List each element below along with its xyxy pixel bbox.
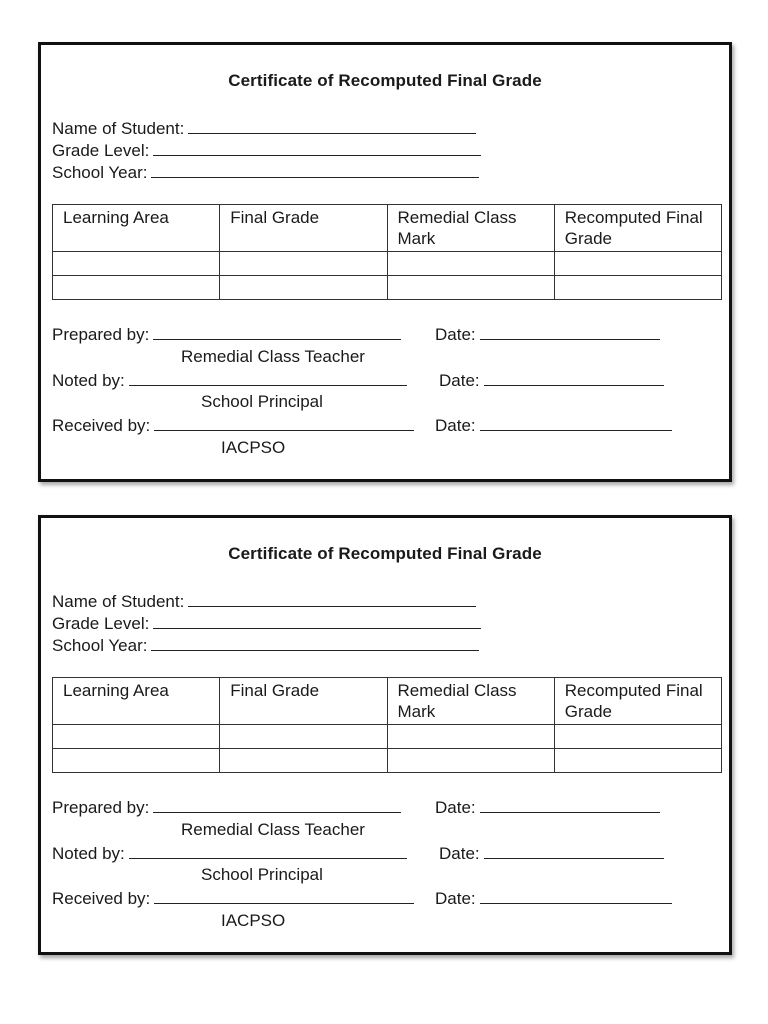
school-year-field xyxy=(52,635,479,656)
received-by-label: Received by: xyxy=(52,416,151,435)
prepared-date-blank[interactable] xyxy=(480,797,660,813)
table-row xyxy=(53,725,722,749)
prepared-by-label: Prepared by: xyxy=(52,798,150,817)
prepared-by-field xyxy=(52,797,401,818)
noted-date-field xyxy=(439,370,664,391)
school-year-label: School Year: xyxy=(52,163,148,182)
noted-by-label: Noted by: xyxy=(52,371,125,390)
prepared-by-field xyxy=(52,324,401,345)
grades-table xyxy=(52,204,722,300)
certificate-card xyxy=(38,42,732,482)
student-name-blank[interactable] xyxy=(188,591,476,607)
date-label: Date: xyxy=(435,325,476,344)
grade-level-blank[interactable] xyxy=(153,613,481,629)
student-name-blank[interactable] xyxy=(188,118,476,134)
header-final-grade: Final Grade xyxy=(220,205,387,252)
prepared-by-blank[interactable] xyxy=(153,797,401,813)
date-label: Date: xyxy=(435,798,476,817)
received-date-field xyxy=(435,415,672,436)
certificate-title: Certificate of Recomputed Final Grade xyxy=(228,544,542,563)
noted-by-field xyxy=(52,370,407,391)
header-remedial-class-mark: Remedial Class Mark xyxy=(387,678,554,725)
table-cell[interactable] xyxy=(220,725,387,749)
date-label: Date: xyxy=(439,844,480,863)
grade-level-label: Grade Level: xyxy=(52,614,150,633)
table-cell[interactable] xyxy=(554,276,721,300)
date-label: Date: xyxy=(435,889,476,908)
header-learning-area: Learning Area xyxy=(53,678,220,725)
table-row xyxy=(53,276,722,300)
received-date-blank[interactable] xyxy=(480,415,672,431)
header-remedial-class-mark: Remedial Class Mark xyxy=(387,205,554,252)
noted-by-label: Noted by: xyxy=(52,844,125,863)
date-label: Date: xyxy=(435,416,476,435)
school-year-blank[interactable] xyxy=(151,162,479,178)
table-cell[interactable] xyxy=(554,725,721,749)
grades-table xyxy=(52,677,722,773)
prepared-by-label: Prepared by: xyxy=(52,325,150,344)
noted-by-field xyxy=(52,843,407,864)
table-cell[interactable] xyxy=(387,276,554,300)
received-by-field xyxy=(52,888,414,909)
table-cell[interactable] xyxy=(554,749,721,773)
table-cell[interactable] xyxy=(220,252,387,276)
grade-level-field xyxy=(52,613,481,634)
school-year-blank[interactable] xyxy=(151,635,479,651)
school-year-label: School Year: xyxy=(52,636,148,655)
prepared-by-blank[interactable] xyxy=(153,324,401,340)
received-date-blank[interactable] xyxy=(480,888,672,904)
certificate-card xyxy=(38,515,732,955)
header-learning-area: Learning Area xyxy=(53,205,220,252)
table-row xyxy=(53,252,722,276)
iacpso-caption: IACPSO xyxy=(221,438,286,457)
prepared-date-blank[interactable] xyxy=(480,324,660,340)
principal-caption: School Principal xyxy=(201,392,323,411)
date-label: Date: xyxy=(439,371,480,390)
table-cell[interactable] xyxy=(53,252,220,276)
received-date-field xyxy=(435,888,672,909)
noted-date-field xyxy=(439,843,664,864)
table-cell[interactable] xyxy=(53,749,220,773)
noted-by-blank[interactable] xyxy=(129,843,407,859)
remedial-teacher-caption: Remedial Class Teacher xyxy=(181,347,365,366)
grade-level-field xyxy=(52,140,481,161)
table-cell[interactable] xyxy=(387,749,554,773)
student-name-label: Name of Student: xyxy=(52,592,185,611)
grade-level-label: Grade Level: xyxy=(52,141,150,160)
noted-date-blank[interactable] xyxy=(484,370,664,386)
header-recomputed-final-grade: Recomputed Final Grade xyxy=(554,205,721,252)
header-final-grade: Final Grade xyxy=(220,678,387,725)
certificate-title: Certificate of Recomputed Final Grade xyxy=(228,71,542,90)
remedial-teacher-caption: Remedial Class Teacher xyxy=(181,820,365,839)
received-by-field xyxy=(52,415,414,436)
received-by-blank[interactable] xyxy=(154,888,414,904)
table-header-row xyxy=(53,678,722,725)
table-cell[interactable] xyxy=(220,749,387,773)
table-header-row xyxy=(53,205,722,252)
received-by-label: Received by: xyxy=(52,889,151,908)
iacpso-caption: IACPSO xyxy=(221,911,286,930)
header-recomputed-final-grade: Recomputed Final Grade xyxy=(554,678,721,725)
received-by-blank[interactable] xyxy=(154,415,414,431)
noted-by-blank[interactable] xyxy=(129,370,407,386)
student-name-label: Name of Student: xyxy=(52,119,185,138)
prepared-date-field xyxy=(435,797,660,818)
table-cell[interactable] xyxy=(554,252,721,276)
student-name-field xyxy=(52,118,476,139)
table-row xyxy=(53,749,722,773)
table-cell[interactable] xyxy=(220,276,387,300)
principal-caption: School Principal xyxy=(201,865,323,884)
prepared-date-field xyxy=(435,324,660,345)
student-name-field xyxy=(52,591,476,612)
table-cell[interactable] xyxy=(387,725,554,749)
noted-date-blank[interactable] xyxy=(484,843,664,859)
grade-level-blank[interactable] xyxy=(153,140,481,156)
table-cell[interactable] xyxy=(387,252,554,276)
school-year-field xyxy=(52,162,479,183)
table-cell[interactable] xyxy=(53,725,220,749)
table-cell[interactable] xyxy=(53,276,220,300)
